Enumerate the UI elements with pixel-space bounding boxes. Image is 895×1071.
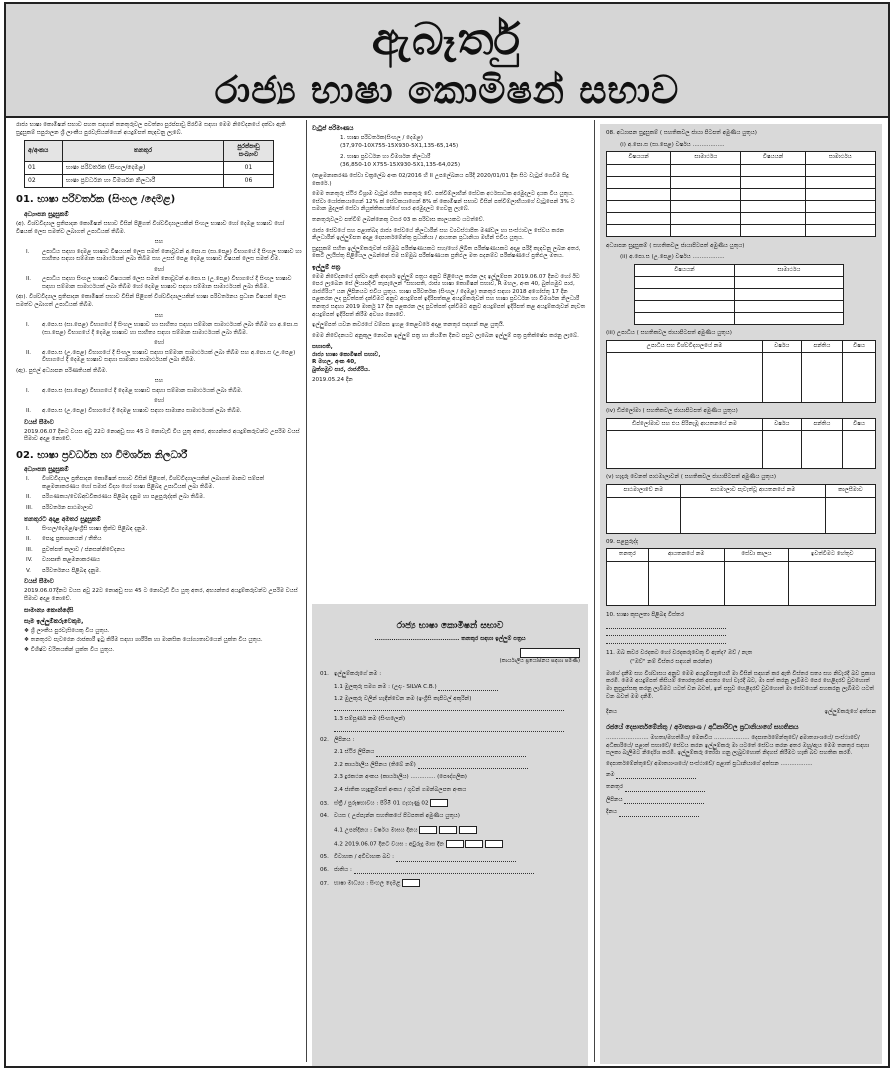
bullet-item: ❖ තනතුරට පැවරෙන රාජකාරී ඉටු කිරීම සඳහා ශාරීරික හා මානසික යෝග්‍යතාවයෙන් යුක්ත විය යුතුය.	[24, 637, 263, 644]
experience-table: තනතුර ආයතනයේ නම සේවා කාලය ඉවත්වීමට හේතුව	[606, 548, 876, 606]
section-label: (ii) අ.පො.ස (උ.පෙළ) වර්ෂය ..................	[620, 254, 725, 261]
list-item: II. අ.පො.ස (උ.පෙළ) විභාගයේ දී සිංහල භාෂාව සඳහා සම්මාන සාමාර්ථයක් ලබා තිබීම සහ අ.පො.ස (උ.පෙළ) විභාගයේ දී දෙමළ භාෂාව සඳහා සාමාන්‍ය සාමාර්ථයක් ලබා තිබීම.	[26, 349, 296, 364]
degree-table: උපාධිය සහ විශ්වවිද්‍යාලයේ නම වර්ෂය පන්තිය විෂය	[606, 340, 876, 404]
table-header: පුරප්පාඩු සංඛ්‍යාව	[224, 141, 274, 162]
salary-item: 2. භාෂා ප්‍රවර්ධන හා විමර්ශන නිලධාරී (36,850-10 X755-15X930-5X1,135-64,025)	[340, 154, 461, 168]
or-label: හෝ	[153, 340, 165, 347]
date-label: දිනය	[606, 709, 618, 716]
list-item: I. උපාධිය සඳහා දෙමළ භාෂාව විෂයයක් ලෙස සමත් නොවූවන් අ.පො.ස (සා.පෙළ) විභාගයේ දී සිංහල භාෂාව හා සාහිත්‍ය සඳහා සම්මාන සාමාර්ථයක් ලබා තිබීම සහ උසස් පෙළ දෙමළ භාෂාව විෂයක් ලෙස සමත් වීම.	[26, 248, 302, 263]
header-banner	[6, 4, 888, 118]
table-row	[25, 162, 274, 175]
cert-field[interactable]: නම	[606, 772, 876, 780]
section-label: (v) හැදෑරූ වෙනත් පාඨමාලාවන් ( සහතිකවල ජායාපිටපත් අමුණිය යුතුය)	[606, 474, 777, 481]
table-cell: 06	[224, 175, 274, 188]
form-row[interactable]: 2.3 දුරකථන අංකය (කාර්යාලීය) .............. (පෞද්ගලික)	[334, 774, 467, 781]
section-label: (iv) ඩිප්ලෝමා ( සහතිකවල ජායාපිටපත් අමුණිය යුතුය)	[606, 408, 738, 415]
list-item: II. පරිගණකය/වෙබ්අඩවිකරණය පිළිබඳ දැනුම හා පළපුරුද්දක් ලබා තිබීම.	[26, 494, 205, 501]
application-form	[312, 604, 588, 1066]
section-label: 11. ඔබ කවර වරදකට හෝ වරදකරුවෙකු වී ඇත්ද? ඔව් / නැත	[606, 649, 753, 656]
declaration-text: මාගේ දැනීම සහ විශ්වාසය අනුව මෙම අයදුම්පත්‍රයෙහි මා විසින් සඳහන් කර ඇති විස්තර සත්‍ය සහ නිවැරදි බව ප්‍රකාශ කරමි. මෙම අයදුම්පත් කිසියම් තොරතුරක් අසත්‍ය හෝ වැරදි බව, මා පත් කරනු ලැබීමට පෙර හෙළිදරව් වුවහොත් මා නුසුදුස්සකු කරනු ලැබීමට යටත් වන බවත්, ඉන් පසුව හෙළිදරව් වුවහොත් මා සේවයෙන් පහකරනු ලැබීමට යටත් වන බවත් මම දනිමි.	[606, 670, 876, 700]
form-row[interactable]: 2.1 ස්ථිර ලිපිනය	[320, 749, 580, 757]
column-left	[16, 122, 302, 656]
signature-block: සභාපති, රාජ්‍ය භාෂා කොමිෂන් සභාව, R මහල, අංක 40, බුත්ගමුව පාර, රාජගිරිය.	[312, 344, 381, 373]
list-item: II. පොදු ප්‍රකාශනයන් / තීතිය	[26, 536, 102, 543]
form-row: 01. ඉල්ලුම්කරුගේ නම :	[320, 671, 382, 678]
list-item: II. උපාධිය සඳහා සිංහල භාෂාව විෂයයක් ලෙස සමත් නොවූවන් අ.පො.ස (උ.පෙළ) විභාගයේ දී සිංහල භාෂාව සඳහා සම්මාන සාමාර්ථයක් ලබා තිබීම හෝ දෙමළ භාෂාව සඳහා සම්මාන සාමාර්ථයක් ලබා තිබීම.	[26, 276, 292, 290]
list-item: I. විශ්වවිද්‍යාල ප්‍රතිපාදන කොමිෂන් සභාව විසින් පිළිගත්, විශ්වවිද්‍යාලයකින් ලබාගත් මානව සම්පත් කළමනාකරණය හෝ සමාජ විද්‍යා හෝ භාෂා පිළිබඳ උපාධියක් ලබා තිබීම.	[26, 476, 265, 490]
intro-text: රාජ්‍ය භාෂා කොමිෂන් සභාව පහත සඳහන් තනතුරුවල පවත්නා පුරප්පාඩු පිරවීම සඳහා මෙම නිවේදනයේ දක්වා ඇති සුදුසුකම් සපුරාලන ශ්‍රී ලාංකීය පුරවැසියන්ගෙන් අයදුම්පත් කැඳවනු ලැබේ.	[16, 122, 286, 136]
organization-name: රාජ්‍ය භාෂා කොමිෂන් සභාව	[214, 67, 680, 112]
column-right-form-continuation	[600, 124, 882, 1064]
section-label: (i) අ.පො.ස (සා.පෙළ) වර්ෂය ..................	[620, 141, 725, 148]
and-label: සහ	[154, 312, 164, 319]
subsection-title: අධ්‍යාපන සුදුසුකම්	[24, 210, 69, 218]
form-row[interactable]: 1.1 මුලකුරු සමග නම : (උදා:- SILVA C.B.)	[320, 684, 580, 692]
list-item: I. අ.පො.ස (සා.පෙළ) විභාගයේ දී දෙමළ භාෂාව සඳහා සම්මාන සාමාර්ථයක් ලබා තිබීම.	[26, 387, 243, 394]
salary-list	[340, 135, 588, 169]
medium-box[interactable]	[402, 879, 420, 887]
subsection-title: තනතුරට අදාළ අමතර සුදුසුකම්	[24, 515, 101, 523]
date-text: 2019.05.24 දින	[312, 377, 353, 384]
paragraph: 2019.06.07 දිනට වයස අවු 22ට නොඅඩු සහ 45 ට නොවැඩි විය යුතු අතර, අභ්‍යන්තර අයදුම්කරුවන්ට උපරිම වයස් සීමාව අදාළ නොවේ.	[24, 428, 300, 443]
subsection-title: සාමාන්‍ය කොන්දේසි	[24, 606, 74, 614]
subsection-title: වැටුප් පරිමාණය	[312, 125, 354, 132]
column-divider	[594, 120, 595, 1062]
subsection-title: වයස් සීමාව	[24, 418, 54, 426]
form-row[interactable]: 07. භාෂා මාධ්‍යය : සිංහල දෙමළ	[320, 879, 580, 888]
form-subtitle: ........................................ තනතුර සඳහා ඉල්ලුම් පත්‍රය	[374, 636, 526, 643]
form-row[interactable]: 4.1 උපන්දිනය : වර්ෂය මාසය දිනය	[320, 826, 580, 835]
subsection-title: අධ්‍යාපන සුදුසුකම්	[24, 466, 69, 474]
gender-box[interactable]	[430, 799, 448, 807]
age-months-box[interactable]	[465, 840, 483, 848]
certificate-text: ........................ මහතා/මහත්මිය/ මෙනවිය .................... දෙපාර්තමේන්තුවේ/ අමාත්‍යාංශයේ/ සංස්ථාවේ/ අධිකාරියේ/ පළාත් සභාවේ/ සේවය කරන ඉල්ලුම්කරු මා යටතේ සේවය කරන අතර ඔහු/ඇය මෙම තනතුර සඳහා සලකා බැලීමට නිර්දේශ කරමි. ඉල්ලුම්කරු තෝරා ගනු ලැබුවහොත් නිදහස් කිරීමට හැකි බව සහතික කරමි.	[606, 735, 870, 757]
paragraph: තනතුරුවලට පත්වීම් ලබන්නෙකු වසර 03 ක පරිවාස කාලයකට යටත්වේ.	[312, 217, 485, 224]
form-row[interactable]: 4.2 2019.06.07 දිනට වයස : අවුරුදු මාස දින	[320, 840, 580, 849]
paragraph: රාජ්‍ය සේවයේ සහ පළාත්බද රාජ්‍ය සේවයේ නිලධාරීන් සහ ව්‍යවස්ථාපිත මණ්ඩල හා සංස්ථාවල සේවය කරන නිලධාරීන් ඉල්ලුම්පත අදාළ දෙපාර්තමේන්තු ප්‍රධානියා / ආයතන ප්‍රධානියා මඟින් එවිය යුතුය.	[312, 227, 565, 242]
table-cell: 01	[224, 162, 274, 175]
form-row[interactable]: 03. ස්ත්‍රී / පුරුෂභාවය : පිරිමි 01 ගැහැණු 02	[320, 799, 580, 808]
section-label: (iii) උපාධිය ( සහතිකවල ජායාපිටපත් අමුණිය යුතුය)	[606, 330, 732, 337]
birth-month-box[interactable]	[439, 826, 457, 834]
cert-field[interactable]: ලිපිනය	[606, 797, 876, 805]
list-item: II. අ.පො.ස (උ.පෙළ) විභාගයේ දී දෙමළ භාෂාව සඳහා සාමාන්‍ය සාමාර්ථයක් ලබා තිබීම.	[26, 408, 242, 414]
table-cell: 01	[25, 162, 63, 175]
cert-field[interactable]: තනතුර	[606, 784, 876, 792]
paragraph: (ආ). විශ්වවිද්‍යාල ප්‍රතිපාදන කොමිෂන් සභාව විසින් පිළිගත් විශ්වවිද්‍යාලයකින් භාෂා පරිවර්තනය ප්‍රධාන විෂයක් ලෙස සමත්ව ලබාගත් උපාධියක් තිබීම.	[16, 294, 286, 308]
signature-row	[606, 709, 876, 717]
section-label: අධ්‍යාපන සුදුසුකම් ( සහතිකවල ජායාපිටපත් අමුණිය යුතුය)	[606, 242, 745, 249]
list-item: IV. ව්‍යාපෘති කළමනාකරණය	[26, 557, 101, 564]
table-row	[25, 175, 274, 188]
office-use-box: (කාර්යාලීය ප්‍රයෝජනය සඳහා පමණි)	[320, 648, 580, 666]
table-header-row	[25, 141, 274, 162]
subsection-title: සෑම ඉල්ලුම්කරුවෙකුම,	[24, 617, 84, 625]
birth-day-box[interactable]	[459, 826, 477, 834]
section-label: 09. පළපුරුද්ද	[606, 538, 639, 545]
paragraph: (කළමනාකරණ සේවා චක්‍රලේඛ අංක 02/2016 හි II උපලේඛනය පරිදි 2020/01/01 දින සිට වැටුප් ගෙවීම සිදු කෙරේ.)	[312, 173, 569, 187]
form-row[interactable]: 06. ජාතිය :	[320, 867, 580, 875]
and-label: සහ	[154, 239, 164, 246]
section-label: 08. අධ්‍යාපන සුදුසුකම් ( සහතිකවල ජායා පිටපත් අමුණිය යුතුය)	[606, 130, 757, 136]
certificate-signature: දෙපාර්තමේන්තුවේ/ අමාත්‍යාංශයේ/ සංස්ථාවේ/ පළාත් ප්‍රධානියාගේ අත්සන ..................	[606, 760, 813, 767]
subsection-title: ඉල්ලුම් පත්‍ර	[312, 263, 341, 271]
age-days-box[interactable]	[485, 840, 503, 848]
ol-results-table: විෂයයන් සාමාර්ථය විෂයයන් සාමාර්ථය	[606, 151, 876, 237]
section-heading: 02. භාෂා ප්‍රවර්ධන හා විමර්ශන නිලධාරී	[16, 449, 188, 461]
courses-table: පාඨමාලාවේ නම පාඨමාලාව පැවැත්වූ ආයතනයේ නම කාලසීමාව	[606, 484, 876, 534]
form-title: රාජ්‍ය භාෂා කොමිෂන් සභාව	[396, 621, 504, 631]
form-row: 02. ලිපිනය :	[320, 736, 355, 743]
form-row[interactable]: 05. විවාහක / අවිවාහක බව :	[320, 854, 580, 862]
table-header: අ/අංකය	[25, 141, 63, 162]
vacancy-table	[24, 140, 274, 188]
form-row[interactable]: 1.2 මුලකුරු වලින් හැඳින්වෙන නම (ඉංග්‍රීසි කැපිටල් අකුරින්)	[320, 696, 580, 711]
section-label: 10. භාෂා කුසලතා පිළිබඳ විස්තර	[606, 611, 684, 618]
table-cell: 02	[25, 175, 63, 188]
form-row[interactable]: 1.3 සම්පූර්ණ නම (සිංහලෙන්)	[320, 716, 580, 731]
list-item: III. පරිවර්තන පාඨමාලාව	[26, 504, 93, 511]
table-header: තනතුර	[63, 141, 224, 162]
diploma-table: ඩිප්ලෝමාව සහ එය පිරිනැමූ ආයතනයේ නම වර්ෂය පන්තිය විෂය	[606, 418, 876, 470]
list-item: I. අ.පො.ස (සා.පෙළ) විභාගයේ දී සිංහල භාෂාව හා සාහිත්‍ය සඳහා සම්මාන සාමාර්ථයක් ලබා තිබීම හා අ.පො.ස (සා.පෙළ) විභාගයේ දී දෙමළ භාෂාව හා සාහිත්‍ය සඳහා සම්මාන සාමාර්ථයක් ලබා තිබීම.	[26, 322, 299, 336]
age-years-box[interactable]	[446, 840, 464, 848]
list-item: I. සිංහල/දෙමළ/ඉංග්‍රීසි භාෂා ත්‍රිත්ව පිළිබඳ දැනුම.	[26, 525, 148, 532]
advertisement-page	[4, 2, 890, 1068]
section-heading: 01. භාෂා පරිවර්තක (සිංහල /දෙමළ)	[16, 194, 176, 206]
section-label: ("ඔව්" නම් විස්තර සඳහන් කරන්න)	[630, 659, 713, 666]
list-item: V. පරිවර්තනය පිළිබඳ දැනුම.	[26, 567, 101, 574]
column-divider	[306, 120, 307, 1062]
form-fields	[320, 671, 580, 888]
signature-label: ඉල්ලුම්කරුගේ අත්සන	[824, 709, 876, 716]
language-skills-field[interactable]	[606, 621, 876, 644]
and-label: සහ	[154, 378, 164, 385]
paragraph: (ඇ). පුළුල් අධ්‍යාපන පරිණතියක් තිබීම.	[16, 367, 108, 374]
birth-year-box[interactable]	[419, 826, 437, 834]
certificate-title: රජයේ දෙපාර්තමේන්තු / අමාත්‍යාංශ / අධිකාරිවල ප්‍රධානියාගේ සහතිකය	[606, 722, 799, 731]
column-middle	[312, 122, 588, 385]
al-results-table: විෂයයන් සාමාර්ථය	[634, 264, 844, 326]
salary-item: 1. භාෂා පරිවර්තක(සිංහල / දෙමළ) (37,970-10X755-15X930-5X1,135-65,145)	[340, 135, 459, 149]
table-cell: භාෂා ප්‍රවර්ධන හා විමර්ශන නිලධාරී	[63, 175, 224, 188]
subsection-title: වයස් සීමාව	[24, 578, 54, 586]
cert-field[interactable]: දිනය	[606, 809, 876, 817]
paragraph: 2019.06.07දිනට වයස අවු 22ට නොඅඩු සහ 45 ට නොවැඩි විය යුතු අතර, අභ්‍යන්තර අයදුම්කරුවන්ට උපරිම වයස් සීමාව අදාළ නොවේ.	[24, 588, 298, 602]
paragraph: ඉල්ලුම්පත් යවන කවරයේ වම්පස ඉහළ කෙළවරේ අදාළ තනතුර සඳහන් කළ යුතුයි.	[312, 322, 505, 329]
bullet-item: ❖ විශිෂ්ට චරිතයකින් යුක්ත විය යුතුය.	[24, 646, 115, 653]
table-cell: භාෂා පරිවර්තක (සිංහල/දෙමළ)	[63, 162, 224, 175]
or-label: හෝ	[153, 398, 165, 405]
bullet-item: ❖ ශ්‍රී ලාංකීය පුරවැසියෙකු විය යුතුය.	[24, 627, 110, 634]
page-title: ඇබෑර්තු	[371, 14, 523, 65]
form-row[interactable]: 2.2 කාර්යාලීය ලිපිනය (තිබේ නම්)	[320, 762, 580, 770]
form-row: 04. වයස ( උප්පැන්න සහතිකයේ පිටපතක් අමුණිය යුතුය)	[320, 813, 460, 820]
or-label: හෝ	[153, 266, 165, 273]
paragraph: මෙම නිවේදනයට අනුකූල නොවන ඉල්ලුම් පත්‍ර හා නියමිත දිනට පසුව ලැබෙන ඉල්ලුම් පත්‍ර ප්‍රතික්ෂේප කරනු ලැබේ.	[312, 332, 579, 339]
list-item: III. පුවත්පත් කලාව / ජනසන්නිවේදනය	[26, 546, 125, 553]
paragraph: (අ). විශ්වවිද්‍යාල ප්‍රතිපාදන කොමිෂන් සභාව විසින් පිළිගත් විශ්වවිද්‍යාලයකින් සිංහල භාෂාව හෝ දෙමළ භාෂාව හෝ විෂයක් ලෙස සමත්ව ලබාගත් උපාධියක් තිබීම.	[16, 221, 285, 235]
paragraph: මෙම තනතුරු ස්ථිර විශ්‍රාම වැටුප් රහිත තනතුරු වේ. පත්වීම්ලාභීන් සේවක අර්ථසාධක අරමුදලට දායක විය යුතුය. සේවා යෝජකයාගෙන් 12% ක් සේවකයාගෙන් 8% ක් කොමිෂන් සභාව විසින් පත්වීම්ලාභියාගේ වැටුපෙන් 3% ට සමාන මුදලක් සේවා නියුක්තිකයන්ගේ භාර අරමුදලට ගෙවනු ලැබේ.	[312, 191, 575, 213]
paragraph: සුදුසුකම් සහිත ඉල්ලුම්කරුවන් සම්මුඛ පරීක්ෂණයකට සහ/හෝ ලිඛිත පරීක්ෂණයකට අදාළ පරිදි කැඳවනු ලබන අතර, කෙටි ලැයිස්තු පිළියෙල ලබන්නේ එම සම්මුඛ පරීක්ෂණයක ප්‍රතිඵල මත පදනම්ව පරීක්ෂණයේ ප්‍රතිඵල මතය.	[312, 245, 581, 260]
paragraph: මෙම නිවේදනයේ දක්වා ඇති ආදර්ශ ඉල්ලුම් පත්‍රය අනුව පිළියෙල කරන ලද ඉල්ලුම්පත 2019.06.07 දිනට හෝ ඊට පෙර ලැබෙන සේ ලියාපදිංචි තැපැලෙන් "සභාපති, රාජ්‍ය භාෂා කොමිෂන් සභාව, R මහල, අංක 40, බුත්ගමුව පාර, රාජගිරිය" යන ලිපිනයට එවිය යුතුය. භාෂා පරිවර්තක (සිංහල / දෙමළ) තනතුර සඳහා 2018 අගෝස්තු 17 දින පළකරන ලද පුවත්පත් දැන්වීමට අනුව අයදුම්පත් ඉදිරිපත්කළ අයදුම්කරුවන් සහ භාෂා ප්‍රවර්ධන හා විමර්ශන නිලධාරී තනතුර සඳහා 2019 මාර්තු 17 දින පළකරන ලද පුවත්පත් දැන්වීමට අනුව අයදුම්පත් ඉදිරිපත් කළ අයදුම්කරුවන් නැවත අයදුම්පත් ඉදිරිපත් කිරීම අවශ්‍ය නොවේ.	[312, 273, 586, 318]
form-row[interactable]: 2.4 ජාතික හැඳුනුම්පත් අංකය / ගුවන් ගමන්බලපත අංකය	[334, 786, 467, 793]
office-use-field[interactable]	[520, 648, 580, 658]
